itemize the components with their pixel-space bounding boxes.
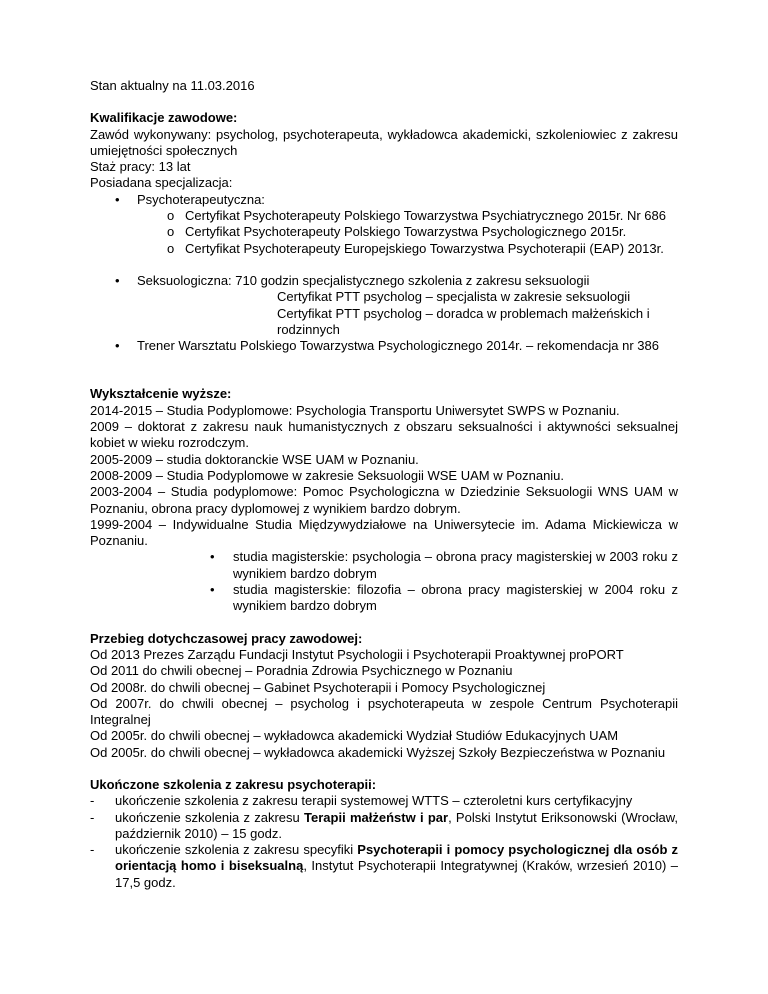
seksuologia-cert: Certyfikat PTT psycholog – doradca w problemach małżeńskich i rodzinnych [277,305,650,337]
specjalizacja-list [90,192,678,208]
list-item: • studia magisterskie: filozofia – obrona pracy magisterskiej w 2004 roku z wynikiem bardzo dobrym [90,582,678,615]
list-item: o Certyfikat Psychoterapeuty Polskiego Towarzystwa Psychologicznego 2015r. [90,224,678,240]
list-item: • Psychoterapeutyczna: [90,192,678,208]
document-page [90,0,678,891]
work-entry: Od 2008r. do chwili obecnej – Gabinet Psychoterapii i Pomocy Psychologicznej [90,679,546,695]
section-heading-wyksztalcenie: Wykształcenie wyższe: [90,386,232,402]
work-entry: Od 2011 do chwili obecnej – Poradnia Zdrowia Psychicznego w Poznaniu [90,663,513,679]
seksuologiczna-label: • Seksuologiczna: 710 godzin specjalistycznego szkolenia z zakresu seksuologii [137,272,590,288]
studia-list [90,549,678,614]
education-entry: 2009 – doktorat z zakresu nauk humanistycznych z obszaru seksualności i aktywności seksualnej kobiet w wieku rozrodczym. [90,419,678,451]
list-item: • studia magisterskie: psychologia – obrona pracy magisterskiej w 2003 roku z wynikiem bardzo dobrym [90,549,678,582]
training-bold-text: Psychoterapii i pomocy psychologicznej dla osób z orientacją homo i biseksualną [115,842,678,874]
list-item [90,842,678,891]
status-line: Stan aktualny na 11.03.2016 [90,78,255,93]
training-text: ukończenie szkolenia z zakresu specyfiki [115,842,358,858]
training-text: , Polski Instytut Eriksonowski (Wrocław, październik 2010) – 15 godz. [115,809,678,841]
training-bold-text: Terapii małżeństw i par [304,809,449,825]
zawod-line: Zawód wykonywany: psycholog, psychoterapeuta, wykładowca akademicki, szkoleniowiec z zakresu umiejętności społecznych [90,126,678,158]
training-text: ukończenie szkolenia z zakresu [115,809,305,825]
training-text: , Instytut Psychoterapii Integratywnej (Kraków, wrzesień 2010) – 17,5 godz. [115,858,679,890]
education-entry: 2014-2015 – Studia Podyplomowe: Psychologia Transportu Uniwersytet SWPS w Poznaniu. [90,402,620,418]
seksuologia-cert: Certyfikat PTT psycholog – specjalista w zakresie seksuologii [277,289,631,305]
section-heading-praca: Przebieg dotychczasowej pracy zawodowej: [90,630,363,646]
specjalizacja-list-2 [90,273,678,354]
work-entry: Od 2005r. do chwili obecnej – wykładowca akademicki Wyższej Szkoły Bezpieczeństwa w Poznaniu [90,744,666,760]
education-entry: 2008-2009 – Studia Podyplomowe w zakresie Seksuologii WSE UAM w Poznaniu. [90,467,565,483]
education-entry: 2005-2009 – studia doktoranckie WSE UAM w Poznaniu. [90,451,419,467]
education-entry: 2003-2004 – Studia podyplomowe: Pomoc Psychologiczna w Dziedzinie Seksuologii WNS UAM w Poznaniu, obrona pracy dyplomowej z wynikiem bardzo dobrym. [90,484,678,516]
specjalizacja-line: Posiadana specjalizacja: [90,175,233,191]
list-item [90,273,678,338]
list-item [90,810,678,843]
certyfikaty-list [90,208,678,257]
list-item: o Certyfikat Psychoterapeuty Polskiego Towarzystwa Psychiatrycznego 2015r. Nr 686 [90,208,678,224]
section-heading-kwalifikacje: Kwalifikacje zawodowe: [90,110,238,126]
szkolenia-list [90,793,678,891]
section-heading-szkolenia: Ukończone szkolenia z zakresu psychoterapii: [90,776,377,792]
education-entry: 1999-2004 – Indywidualne Studia Międzywydziałowe na Uniwersytecie im. Adama Mickiewicza w Poznaniu. [90,516,678,549]
list-item: o Certyfikat Psychoterapeuty Europejskiego Towarzystwa Psychoterapii (EAP) 2013r. [90,241,678,257]
list-item: - ukończenie szkolenia z zakresu terapii systemowej WTTS – czteroletni kurs certyfikacyjny [90,793,678,809]
work-entry: Od 2005r. do chwili obecnej – wykładowca akademicki Wydział Studiów Edukacyjnych UAM [90,728,619,744]
work-entry: Od 2013 Prezes Zarządu Fundacji Instytut Psychologii i Psychoterapii Proaktywnej proPORT [90,646,624,662]
list-item: • Trener Warsztatu Polskiego Towarzystwa Psychologicznego 2014r. – rekomendacja nr 386 [90,338,678,354]
work-entry: Od 2007r. do chwili obecnej – psycholog i psychoterapeuta w zespole Centrum Psychoterapii Integralnej [90,695,678,728]
staz-line: Staż pracy: 13 lat [90,159,191,175]
